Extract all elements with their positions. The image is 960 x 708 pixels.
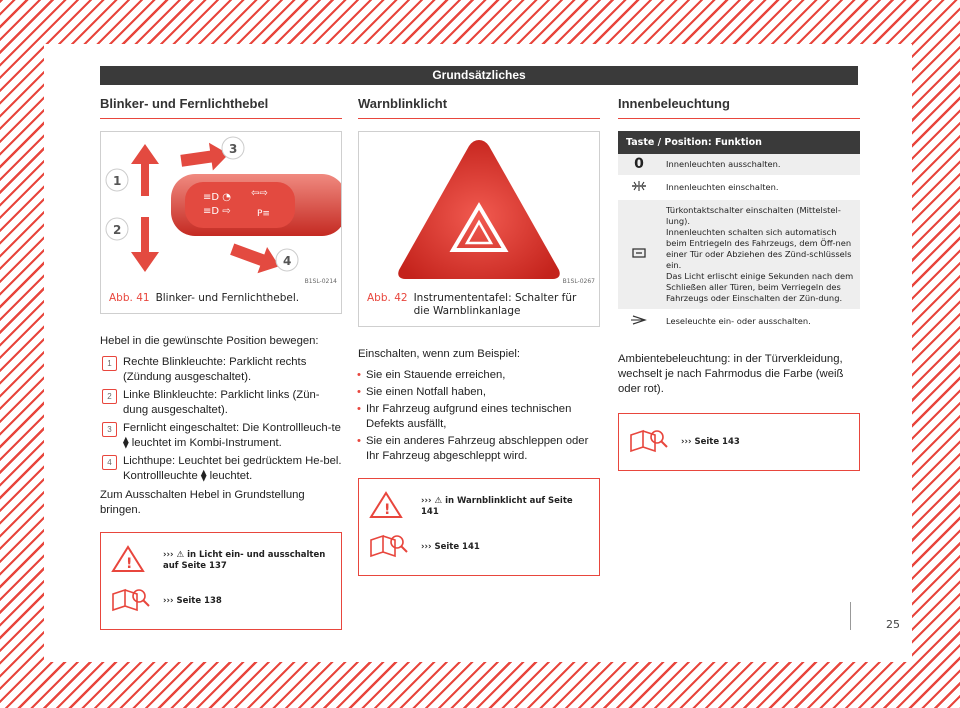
step-number: 2 [102, 389, 117, 404]
book-magnifier-icon [369, 532, 411, 562]
hazard-switch-illustration [359, 132, 599, 287]
page-reference-text: Seite 141 [434, 541, 480, 552]
figure-label: Abb. 41 [109, 292, 150, 304]
section-interior-lights [618, 96, 860, 471]
stalk-drawing [101, 132, 341, 287]
page-reference-link[interactable]: ››› Seite 143 [681, 436, 740, 447]
book-magnifier-icon [111, 586, 153, 616]
svg-text:!: ! [384, 502, 391, 518]
figure-41 [100, 131, 342, 314]
warning-reference [369, 487, 589, 527]
figure-caption [359, 287, 599, 326]
reference-box [100, 532, 342, 630]
figure-caption-text: Instrumententafel: Schalter für die Warnblinkanlage [413, 292, 577, 317]
info-reference [629, 422, 849, 462]
section-title: Blinker- und Fernlichthebel [100, 96, 342, 119]
zero-position-icon: 0 [618, 154, 660, 175]
bullet-item: • Sie ein Stauende erreichen, [358, 368, 600, 383]
row-text: Leseleuchte ein- oder ausschalten. [666, 316, 811, 326]
hazard-triangle-drawing [359, 132, 599, 287]
table-header: Taste / Position: Funktion [618, 131, 860, 154]
bullet-item: • Ihr Fahrzeug aufgrund eines technischen Defekts ausfällt, [358, 402, 600, 432]
section-hazard-lights [358, 96, 600, 576]
figure-label: Abb. 42 [367, 292, 408, 304]
warning-reference-link[interactable]: ››› ⚠ in Licht ein- und ausschalten auf Seite 137 [163, 550, 326, 571]
info-reference [369, 527, 589, 567]
svg-text:⇦⇨: ⇦⇨ [251, 188, 268, 199]
figure-code: B1SL-0267 [562, 278, 595, 285]
step-text: Fernlicht eingeschaltet: Die Kontrollleuch-te ⧫ leuchtet im Kombi-Instrument. [123, 422, 341, 449]
section-title: Innenbeleuchtung [618, 96, 860, 119]
instruction-intro: Hebel in die gewünschte Position bewegen: [100, 335, 319, 347]
page-reference-text: Seite 143 [694, 436, 740, 447]
outro-text: Zum Ausschalten Hebel in Grundstellung bringen. [100, 489, 305, 516]
step-text: Rechte Blinkleuchte: Parklicht rechts (Zündung ausgeschaltet). [123, 356, 307, 383]
figure-code: B1SL-0214 [304, 278, 337, 285]
bullet-item: • Sie ein anderes Fahrzeug abschleppen oder Ihr Fahrzeug abgeschleppt wird. [358, 434, 600, 464]
svg-text:2: 2 [113, 223, 122, 237]
list-item [107, 454, 342, 484]
reading-light-icon [618, 309, 660, 334]
bullet-list [358, 368, 600, 464]
lever-illustration [101, 132, 341, 287]
reference-box [618, 413, 860, 471]
svg-text:≡D ◔: ≡D ◔ [203, 192, 231, 203]
step-number: 1 [102, 356, 117, 371]
interior-light-on-icon [618, 175, 660, 200]
figure-42 [358, 131, 600, 327]
step-text: Lichthupe: Leuchtet bei gedrücktem He-bel. Kontrollleuchte ⧫ leuchtet. [123, 455, 342, 482]
svg-text:≡D ⇨: ≡D ⇨ [203, 206, 231, 217]
figure-caption-text: Blinker- und Fernlichthebel. [155, 292, 300, 304]
step-number: 3 [102, 422, 117, 437]
numbered-list [100, 355, 342, 484]
step-text: Linke Blinkleuchte: Parklicht links (Zün-dung ausgeschaltet). [123, 389, 320, 416]
section-turn-signal [100, 96, 342, 630]
warning-icon [111, 545, 153, 577]
row-text: Innenleuchten ausschalten. [660, 154, 860, 175]
page-reference-text: Seite 138 [176, 595, 222, 606]
list-item [107, 421, 342, 451]
page-number-divider [850, 602, 851, 630]
function-table [618, 131, 860, 334]
section-title: Warnblinklicht [358, 96, 600, 119]
warning-reference [111, 541, 331, 581]
svg-text:3: 3 [229, 142, 238, 156]
figure-caption [101, 287, 341, 313]
svg-text:!: ! [126, 556, 133, 572]
list-item [107, 355, 342, 385]
table-row [618, 175, 860, 200]
reference-box [358, 478, 600, 576]
ambient-lighting-text: Ambientebeleuchtung: in der Türverkleidung, wechselt je nach Fahrmodus die Farbe (weiß oder rot). [618, 353, 844, 395]
chapter-header: Grundsätzliches [100, 66, 858, 85]
page-reference-link[interactable]: ››› Seite 138 [163, 595, 222, 606]
page-number: 25 [886, 618, 900, 631]
page-reference-link[interactable]: ››› Seite 141 [421, 541, 480, 552]
row-text: Türkontaktschalter einschalten (Mittelstel-lung). Innenleuchten schalten sich automatisch beim Entriegeln des Fahrzeugs, dem Öff-nen einer Tür oder Abziehen des Zünd-schlüssels ein. Das Licht erlischt einige Sekunden nach dem Schließen aller Türen, beim Verriegeln des Fahrzeugs oder Einschalten der Zün-dung. [660, 200, 860, 309]
warning-reference-text: in Licht ein- und ausschalten auf Seite 137 [163, 550, 326, 571]
book-magnifier-icon [629, 427, 671, 457]
warning-reference-text: in Warnblinklicht auf Seite 141 [421, 496, 573, 517]
svg-text:1: 1 [113, 174, 122, 188]
svg-text:4: 4 [283, 254, 292, 268]
bullet-item: • Sie einen Notfall haben, [358, 385, 600, 400]
table-row [618, 154, 860, 175]
row-text: Innenleuchten einschalten. [666, 182, 779, 192]
info-reference [111, 581, 331, 621]
table-row [618, 309, 860, 334]
instruction-intro: Einschalten, wenn zum Beispiel: [358, 348, 521, 360]
warning-icon [369, 491, 411, 523]
svg-text:P≡: P≡ [257, 209, 270, 219]
door-contact-icon [618, 200, 660, 309]
step-number: 4 [102, 455, 117, 470]
list-item [107, 388, 342, 418]
table-row [618, 200, 860, 309]
warning-reference-link[interactable]: ››› ⚠ in Warnblinklicht auf Seite 141 [421, 496, 573, 517]
